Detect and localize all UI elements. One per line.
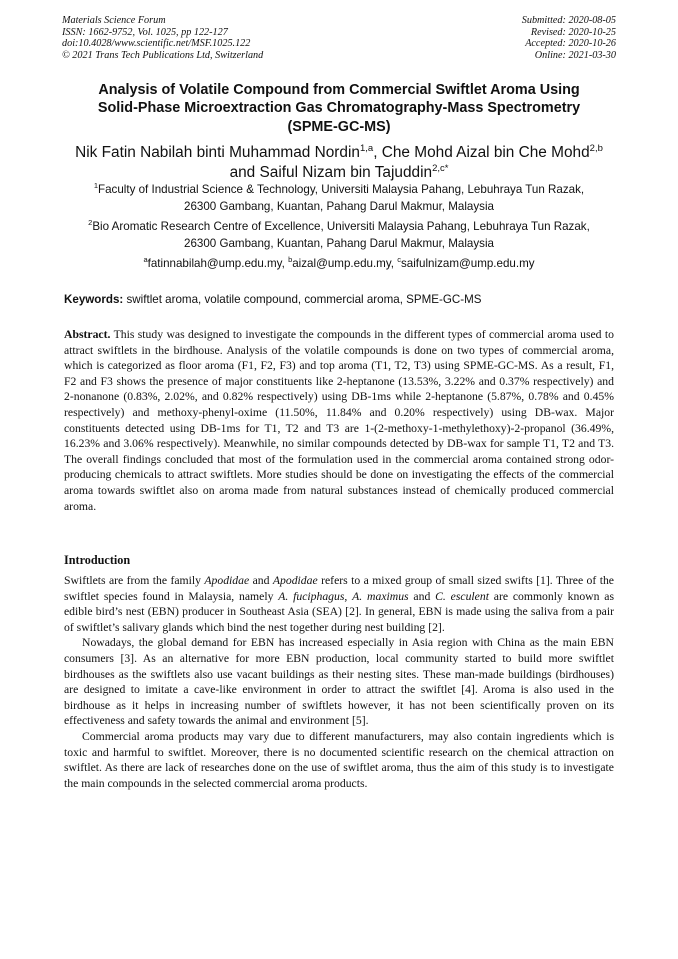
author-3: Saiful Nizam bin Tajuddin	[259, 163, 433, 181]
keywords	[64, 292, 614, 307]
author-emails	[40, 256, 638, 273]
email-a: fatinnabilah@ump.edu.my,	[147, 257, 289, 270]
email-c-marker: c	[397, 255, 401, 265]
species-name: A. maximus	[352, 589, 409, 603]
species-name: A. fuciphagus	[278, 589, 345, 603]
email-b-marker: b	[288, 255, 293, 265]
intro-p1-text: and	[249, 574, 273, 587]
publication-dates	[522, 15, 616, 61]
intro-p1-text: and	[408, 589, 436, 603]
journal-name: Materials Science Forum	[62, 15, 166, 26]
intro-paragraph-2: Nowadays, the global demand for EBN has increased especially in Asia region with China as the main EBN consumers [3]. As an alternative for more EBN production, local community started to build more swiftlet birdhouses as the swiftlets also use vacant buildings as their nesting sites. These man-made buildings (birdhouses) are designed to imitate a cave-like environment in order to attract the swiftlet [4]. Aroma is also used in the birdhouse as it helps in increasing number of swiftlets however, it has not been scientifically proven on its effectiveness and safety towards the animal and environment [5].	[64, 636, 614, 728]
date-revised: Revised: 2020-10-25	[530, 26, 616, 38]
paper-title	[40, 81, 638, 136]
email-a-marker: a	[143, 255, 148, 265]
species-name: C. esculent	[435, 589, 489, 603]
abstract	[64, 327, 614, 514]
intro-paragraph-3: Commercial aroma products may vary due to different manufacturers, may also contain ingredients which is toxic and harmful to swiftlet. Moreover, there is no documented scientific research on the chemical attraction on swiftlet. As there are lack of researches done on the use of swiftlet aroma, thus the aim of this study is to investigate the main compounds in the selected commercial aroma products.	[64, 729, 614, 790]
journal-issn: ISSN: 1662-9752, Vol. 1025, pp 122-127	[62, 26, 228, 38]
title-line-3: (SPME-GC-MS)	[287, 118, 391, 135]
author-2-affil: 2,b	[589, 142, 603, 154]
abstract-text: This study was designed to investigate the compounds in the different types of commercial aroma used to attract swiftlets in the birdhouse. Analysis of the volatile compounds is done on two types of commercial aroma, which is categorized as floor aroma (F1, F2, F3) and top aroma (T1, T2, T3) using SPME-GC-MS. As a result, F1, F2 and F3 shows the presence of major constituents like 2-heptanone (13.53%, 3.22% and 0.37% respectively) and 2-nonanone (0.83%, 2.02%, and 0.82% respectively) using DB-1ms while 2-heptanone (5.87%, 0.78% and 0.45% respectively) and methoxy-phenyl-oxime (11.50%, 11.84% and 0.20% respectively) using DB-wax. Major constituents detected using DB-1ms for T1, T2 and T3 are 1-(2-methoxy-1-methylethoxy)-2-propanol (36.49%, 16.23% and 3.06% respectively). Meanwhile, no similar compounds detected by DB-wax for sample T1, T2 and T3. The overall findings concluded that most of the formulation used in the commercial aroma contained strong odor-producing chemicals to attract swiftlets. More studies should be done on investigating the effects of the commercial aroma towards swiftlet also on aroma made from natural substances instead of chemically produced commercial aroma.	[64, 328, 614, 513]
keywords-label: Keywords:	[64, 293, 124, 306]
author-2: Che Mohd Aizal bin Che Mohd	[381, 144, 590, 161]
affiliation-2	[40, 219, 638, 252]
intro-p1-text: are commonly known as edible bird’s nest (EBN) producer in Southeast Asia (SEA) [2]. In general, EBN is made using the saliva from a pair of swiftlet’s salivary glands which bind the nest together during nest building [2].	[64, 589, 615, 634]
author-1-affil: 1,a	[359, 142, 374, 154]
author-3-affil: 2,c*	[432, 162, 449, 174]
affiliation-2-line-2: 26300 Gambang, Kuantan, Pahang Darul Makmur, Malaysia	[184, 236, 494, 250]
affiliation-2-marker: 2	[88, 218, 93, 228]
intro-p1-text: refers to a mixed group of small sized swifts [1]. Three of the swiftlet species found in Malaysia, namely	[64, 574, 614, 603]
date-online: Online: 2021-03-30	[534, 49, 616, 61]
journal-header	[62, 15, 616, 61]
intro-p1-text: ,	[344, 589, 353, 603]
intro-p1-text: Swiftlets are from the family	[64, 574, 205, 587]
species-family: Apodidae	[204, 574, 250, 587]
affiliation-1-line-2: 26300 Gambang, Kuantan, Pahang Darul Makmur, Malaysia	[184, 199, 494, 213]
affiliation-1-marker: 1	[93, 181, 99, 191]
author-1: Nik Fatin Nabilah binti Muhammad Nordin	[75, 144, 360, 161]
journal-doi: doi:10.4028/www.scientific.net/MSF.1025.122	[62, 38, 251, 50]
abstract-label: Abstract.	[64, 328, 111, 341]
author-list	[30, 143, 648, 182]
introduction-body	[64, 573, 614, 791]
affiliation-1	[40, 182, 638, 215]
affiliation-2-line-1: Bio Aromatic Research Centre of Excellence, Universiti Malaysia Pahang, Lebuhraya Tun Razak,	[92, 220, 590, 233]
journal-info	[62, 15, 263, 61]
author-separator: ,	[373, 144, 382, 161]
intro-paragraph-1	[64, 573, 614, 635]
section-heading-introduction: Introduction	[64, 553, 131, 567]
species-family: Apodidae	[272, 574, 318, 587]
date-accepted: Accepted: 2020-10-26	[525, 38, 616, 50]
email-b: aizal@ump.edu.my,	[292, 257, 398, 270]
author-separator: and	[229, 163, 260, 181]
affiliation-1-line-1: Faculty of Industrial Science & Technology, Universiti Malaysia Pahang, Lebuhraya Tun Razak,	[98, 183, 585, 196]
date-submitted: Submitted: 2020-08-05	[521, 15, 616, 26]
title-line-2: Solid-Phase Microextraction Gas Chromatography-Mass Spectrometry	[97, 100, 581, 117]
title-line-1: Analysis of Volatile Compound from Commercial Swiftlet Aroma Using	[98, 82, 580, 98]
keywords-text: swiftlet aroma, volatile compound, commercial aroma, SPME-GC-MS	[123, 293, 482, 306]
email-c: saifulnizam@ump.edu.my	[400, 257, 535, 270]
journal-copyright: © 2021 Trans Tech Publications Ltd, Switzerland	[62, 49, 264, 61]
